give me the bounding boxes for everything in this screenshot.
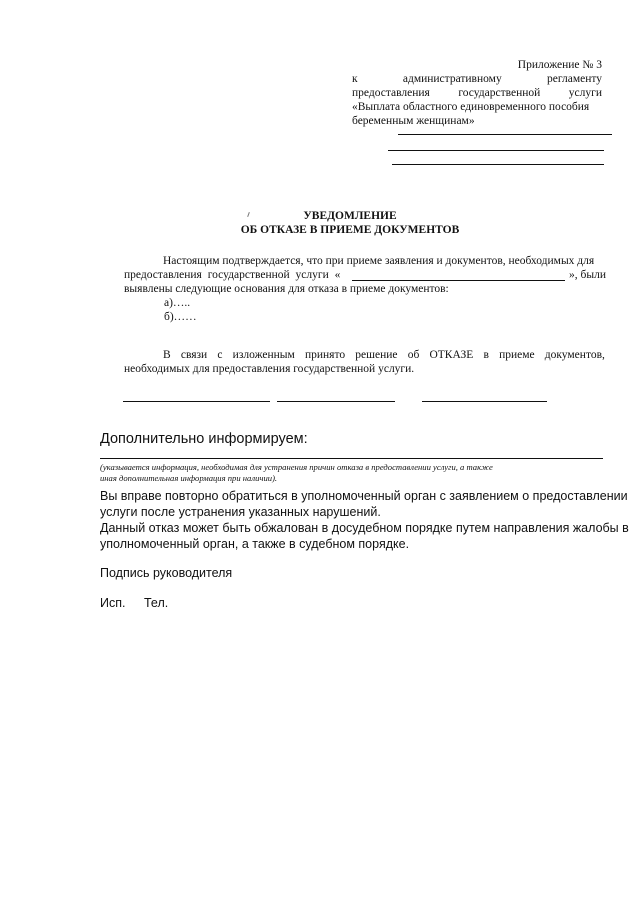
decision-line-2: необходимых для предоставления государственной услуги. bbox=[124, 363, 415, 375]
confirm-line-3: выявлены следующие основания для отказа в приеме документов: bbox=[124, 283, 449, 295]
confirm-line-2-start: предоставления государственной услуги « bbox=[124, 269, 341, 281]
additional-note bbox=[100, 462, 605, 484]
service-name-blank bbox=[352, 280, 565, 281]
annex-line-4: «Выплата областного единовременного пособия bbox=[352, 101, 590, 113]
confirm-line-2-end: », были bbox=[569, 269, 606, 281]
reapply-line-1: Вы вправе повторно обратиться в уполномоченный орган с заявлением о предоставлении bbox=[100, 489, 628, 503]
annex-block bbox=[352, 58, 602, 128]
document-title bbox=[200, 209, 500, 237]
annex-line-5: беременным женщинам» bbox=[352, 115, 475, 127]
reapply-paragraph bbox=[100, 488, 628, 520]
additional-info-line bbox=[100, 458, 603, 459]
annex-line-2: к административному регламенту bbox=[352, 73, 602, 85]
reapply-line-2: услуги после устранения указанных нарушений. bbox=[100, 505, 381, 519]
appeal-line-1: Данный отказ может быть обжалован в досудебном порядке путем направления жалобы в bbox=[100, 521, 629, 535]
signature-blank-name bbox=[422, 401, 547, 402]
decision-line-1: В связи с изложенным принято решение об ОТКАЗЕ в приеме документов, bbox=[163, 349, 605, 361]
addressee-line-2 bbox=[388, 150, 604, 151]
confirm-line-1: Настоящим подтверждается, что при приеме заявления и документов, необходимых для bbox=[163, 255, 595, 267]
appeal-paragraph bbox=[100, 520, 629, 552]
signature-blank-signature bbox=[277, 401, 395, 402]
addressee-line-1 bbox=[398, 134, 612, 135]
signature-blank-position bbox=[123, 401, 270, 402]
title-line-1: УВЕДОМЛЕНИЕ bbox=[303, 210, 397, 222]
head-signature-label: Подпись руководителя bbox=[100, 566, 233, 580]
addressee-line-3 bbox=[392, 164, 604, 165]
reason-item-a: а)….. bbox=[164, 297, 191, 309]
title-line-2: ОБ ОТКАЗЕ В ПРИЕМЕ ДОКУМЕНТОВ bbox=[240, 224, 460, 236]
confirm-line-2 bbox=[124, 268, 606, 282]
additional-note-line-2: иная дополнительная информация при наличии). bbox=[100, 473, 278, 483]
annex-line-3: предоставления государственной услуги bbox=[352, 87, 602, 99]
appeal-line-2: уполномоченный орган, а также в судебном порядке. bbox=[100, 537, 410, 551]
reason-item-b: б)…… bbox=[164, 311, 197, 323]
executor-label: Исп. bbox=[100, 596, 126, 610]
phone-label: Тел. bbox=[144, 596, 169, 610]
additional-note-line-1: (указывается информация, необходимая для устранения причин отказа в предоставлении услуги, а также bbox=[100, 462, 493, 472]
additional-heading: Дополнительно информируем: bbox=[100, 431, 308, 447]
annex-number: Приложение № 3 bbox=[517, 59, 602, 71]
